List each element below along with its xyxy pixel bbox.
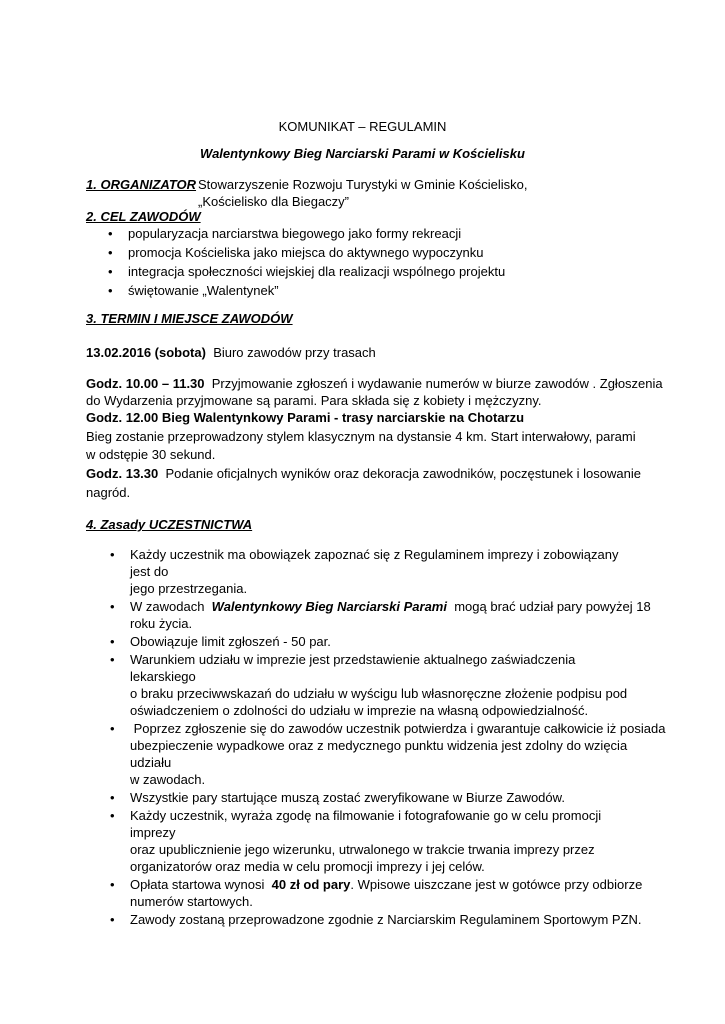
rule-line: ubezpieczenie wypadkowe oraz z medycznego punktu widzenia jest zdolny do wzięcia udziału	[130, 738, 628, 770]
list-item	[130, 911, 642, 928]
rule-text: mogą brać udział pary powyżej 18	[454, 599, 651, 614]
goals-heading: 2. CEL ZAWODÓW	[86, 209, 201, 224]
event-name: Walentynkowy Bieg Narciarski Parami	[211, 599, 447, 614]
list-item	[130, 720, 666, 788]
document-title: KOMUNIKAT – REGULAMIN	[278, 119, 447, 134]
time-desc-line2: do Wydarzenia przyjmowane są parami. Para składa się z kobiety i mężczyzny.	[86, 393, 542, 408]
results-desc-line2: nagród.	[86, 485, 131, 500]
results-desc-line1: Podanie oficjalnych wyników oraz dekoracja zawodników, poczęstunek i losowanie	[165, 466, 641, 481]
schedule-date	[86, 344, 376, 361]
rule-line: organizatorów oraz media w celu promocji imprezy i jej celów.	[130, 859, 485, 874]
rule-line: • Każdy uczestnik, wyraża zgodę na filmowanie i fotografowanie go w celu promocji imprezy	[130, 808, 602, 840]
race-desc-line1: Bieg zostanie przeprowadzony stylem klasycznym na dystansie 4 km. Start interwałowy, parami	[86, 429, 636, 444]
list-item	[130, 789, 642, 806]
list-item: • popularyzacja narciarstwa biegowego jako formy rekreacji	[128, 225, 648, 244]
rule-line: numerów startowych.	[130, 894, 253, 909]
date-location: Biuro zawodów przy trasach	[213, 345, 376, 360]
list-item: • świętowanie „Walentynek”	[128, 282, 648, 301]
rule-line: • Poprzez zgłoszenie się do zawodów uczestnik potwierdza i gwarantuje całkowicie iż posiada	[130, 721, 666, 736]
schedule-item-registration	[86, 375, 663, 409]
time-desc-line1: Przyjmowanie zgłoszeń i wydawanie numerów w biurze zawodów . Zgłoszenia	[211, 376, 663, 391]
organizer-name-line2: „Kościelisko dla Biegaczy”	[198, 194, 350, 209]
organizer-section	[86, 176, 527, 193]
rule-text: W zawodach	[130, 599, 205, 614]
list-item	[130, 598, 651, 632]
list-item	[130, 876, 642, 910]
rule-line: oraz upublicznienie jego wizerunku, utrwalonego w trakcie trwania imprezy przez	[130, 842, 595, 857]
list-item	[130, 807, 642, 875]
rule-text: Opłata startowa wynosi	[130, 877, 265, 892]
list-item: • promocja Kościeliska jako miejsca do aktywnego wypoczynku	[128, 244, 648, 263]
rule-line: • Warunkiem udziału w imprezie jest przedstawienie aktualnego zaświadczenia lekarskiego	[130, 652, 576, 684]
race-desc-line2: w odstępie 30 sekund.	[86, 447, 216, 462]
goals-list	[128, 225, 648, 301]
time-label: Godz. 10.00 – 11.30	[86, 376, 205, 391]
organizer-heading: 1. ORGANIZATOR	[86, 177, 197, 192]
rules-heading: 4. Zasady UCZESTNICTWA	[86, 517, 253, 532]
organizer-name: Stowarzyszenie Rozwoju Turystyki w Gminie Kościelisko,	[198, 177, 528, 192]
list-item	[130, 633, 642, 650]
rule-line: • Każdy uczestnik ma obowiązek zapoznać się z Regulaminem imprezy i zobowiązany jest do	[130, 547, 619, 579]
rules-list	[130, 546, 666, 928]
rule-line: o braku przeciwwskazań do udziału w wyścigu lub własnoręczne złożenie podpisu pod	[130, 686, 628, 701]
schedule-item-results	[86, 465, 641, 482]
rule-line: • Zawody zostaną przeprowadzone zgodnie z Narciarskim Regulaminem Sportowym PZN.	[130, 912, 642, 927]
rule-line: jego przestrzegania.	[130, 581, 248, 596]
rule-line: roku życia.	[130, 616, 193, 631]
list-item: • integracja społeczności wiejskiej dla realizacji wspólnego projektu	[128, 263, 648, 282]
list-item	[130, 651, 642, 719]
rule-line: oświadczeniem o zdolności do udziału w imprezie na własną odpowiedzialność.	[130, 703, 589, 718]
schedule-heading: 3. TERMIN I MIEJSCE ZAWODÓW	[86, 311, 293, 326]
rule-line: • Wszystkie pary startujące muszą zostać zweryfikowane w Biurze Zawodów.	[130, 790, 565, 805]
entry-fee: 40 zł od pary	[271, 877, 351, 892]
date-label: 13.02.2016 (sobota)	[86, 345, 206, 360]
rule-line: • Obowiązuje limit zgłoszeń - 50 par.	[130, 634, 331, 649]
list-item	[130, 546, 642, 597]
time-label: Godz. 13.30	[86, 466, 159, 481]
rule-text: . Wpisowe uiszczane jest w gotówce przy odbiorze	[350, 877, 643, 892]
rule-line: w zawodach.	[130, 772, 206, 787]
schedule-item-race: Godz. 12.00 Bieg Walentynkowy Parami - trasy narciarskie na Chotarzu	[86, 410, 525, 425]
document-subtitle: Walentynkowy Bieg Narciarski Parami w Kościelisku	[200, 146, 525, 161]
